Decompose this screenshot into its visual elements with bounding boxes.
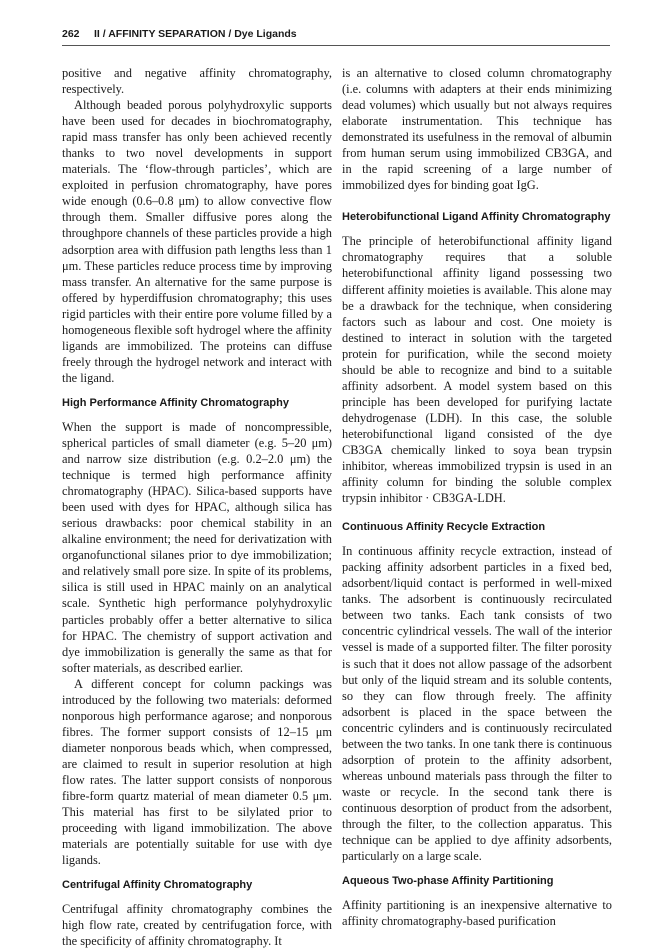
section-heading-centrifugal: Centrifugal Affinity Chromatography <box>62 879 253 892</box>
section-heading-hpac: High Performance Affinity Chromatography <box>62 396 289 409</box>
paragraph: Although beaded porous polyhydroxylic supports have been used for decades in biochromatography, rapid mass transfer has only been achieved recently thanks to two novel developments in support materials. The ‘flow-through particles’, which are exploited in perfusion chromatography, have pores wide enough (0.6–0.8 μm) to allow convective flow through them. Smaller diffusive pores along the throughpore channels of these particles provide a high adsorption area with diffusion path lengths less than 1 μm. These particles reduce process time by improving mass transfer. An alternative for the same purpose is offered by hyperdiffusion chromatography; this uses rigid particles with their entire pore volume filled by a homogeneous flexible soft hydrogel where the affinity ligands are immobilized. The proteins can diffuse freely through the hydrogel network and interact with the ligand. <box>62 98 332 385</box>
header-rule <box>62 45 610 46</box>
left-column <box>62 65 332 949</box>
paragraph: Centrifugal affinity chromatography combines the high flow rate, created by centrifugation force, with the specificity of affinity chromatography. It <box>62 902 332 949</box>
paragraph: Affinity partitioning is an inexpensive alternative to affinity chromatography-based purification <box>342 898 612 929</box>
paragraph: The principle of heterobifunctional affinity ligand chromatography requires that a soluble heterobifunctional affinity ligand possessing two different affinity moieties is available. This alone may be a drawback for the technique, when considering factors such as labour and cost. One moiety is destined to interact in solution with the targeted protein for purification, while the second moiety should be able to recognize and bind to a suitable affinity adsorbent. A model system based on this principle has been developed for purifying lactate dehydrogenase (LDH). In this case, the soluble heterobifunctional ligand consisted of the dye CB3GA chemically linked to soya bean trypsin inhibitor, whereas immobilized trypsin is used in an affinity column for binding the soluble complex trypsin inhibitor · CB3GA-LDH. <box>342 234 612 506</box>
page-number: 262 <box>62 28 80 40</box>
section-heading-heterobifunctional: Heterobifunctional Ligand Affinity Chromatography <box>342 211 611 224</box>
running-header <box>62 28 617 46</box>
right-column <box>342 65 612 929</box>
running-title: II / AFFINITY SEPARATION / Dye Ligands <box>94 28 297 40</box>
paragraph: In continuous affinity recycle extraction, instead of packing affinity adsorbent particles in a fixed bed, adsorbent/liquid contact is performed in well-mixed tanks. The adsorbent is continuously recirculated between two tanks. Each tank consists of two concentric cylindrical vessels. The wall of the interior vessel is made of a supported filter. The filter porosity is such that it does not allow passage of the adsorbent but only of the liquid stream and its soluble contents, so they can flow through freely. The affinity adsorbent is placed in the space between the concentric cylinders and is continuously recirculated between the two tanks. In one tank there is continuous adsorption of protein to the affinity adsorbent, whereas unbound materials pass through the filter to waste or recycle. In the second tank there is continuous desorption of product from the adsorbent, through the filter, to the collection apparatus. This technique can be applied to dye affinity adsorbents, particularly on a large scale. <box>342 544 612 864</box>
paragraph: is an alternative to closed column chromatography (i.e. columns with adapters at their ends minimizing dead volumes) which usually but not always requires elaborate instrumentation. This technique has demonstrated its usefulness in the removal of albumin from human serum using immobilized CB3GA, and in the rapid screening of a large number of immobilized dyes for binding goat IgG. <box>342 66 612 193</box>
paragraph: A different concept for column packings was introduced by the following two materials: deformed nonporous high performance agarose; and nonporous fibres. The former support consists of 12–15 μm diameter nonporous beads which, when compressed, are claimed to result in superior resolution at high flow rates. The latter support consists of nonporous fibre-form quartz material of mean diameter 0.5 μm. This material has first to be silylated prior to proceeding with ligand immobilization. The above materials are potentially suitable for use with dye ligands. <box>62 676 332 868</box>
paragraph: positive and negative affinity chromatography, respectively. <box>62 66 332 97</box>
section-heading-recycle: Continuous Affinity Recycle Extraction <box>342 521 546 534</box>
paragraph: When the support is made of noncompressible, spherical particles of small diameter (e.g. 5–20 μm) and narrow size distribution (e.g. 0.2–2.0 μm) the technique is termed high performance affinity chromatography (HPAC). Silica-based supports have been used with dyes for HPAC, although silica has serious drawbacks: poor chemical stability in an alkaline environment; the need for derivatization with organofunctional silanes prior to dye immobilization; and relatively small pore size. In spite of its problems, silica is still used in HPAC mainly on an analytical scale. Synthetic high performance polyhydroxylic particles probably offer a better alternative to silica for HPAC. The chemistry of support activation and dye immobilization is generally the same as that for softer materials, as described earlier. <box>62 419 332 675</box>
section-heading-aqueous: Aqueous Two-phase Affinity Partitioning <box>342 875 554 888</box>
